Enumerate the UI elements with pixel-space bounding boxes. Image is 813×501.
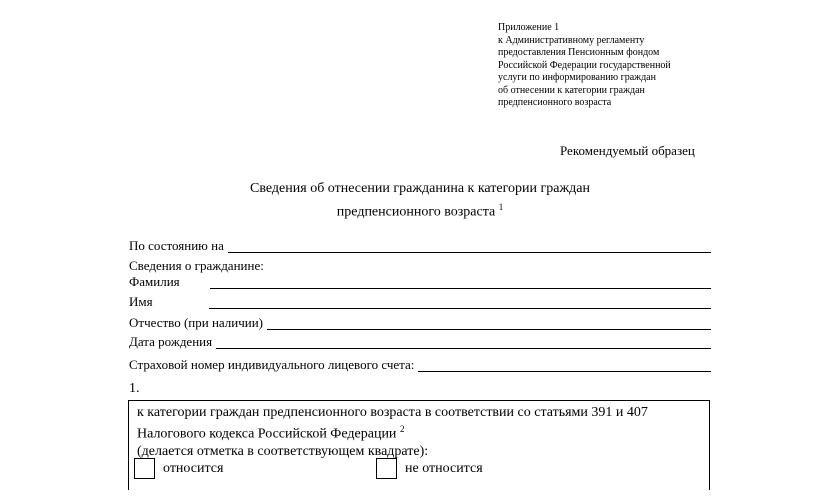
name-label: Имя [129,294,153,309]
surname-label: Фамилия [129,274,180,289]
section-text-line-2-text: Налогового кодекса Российской Федерации [137,426,397,442]
snils-row [129,357,711,372]
title-line-1: Сведения об отнесении гражданина к категории граждан [250,181,590,196]
section-text-line-2 [137,421,709,443]
surname-row [129,274,711,289]
appendix-line: услуги по информированию граждан [498,72,656,83]
name-field[interactable] [209,295,711,309]
name-row [129,294,711,309]
surname-field[interactable] [210,275,711,289]
document-title [130,180,710,222]
title-line-2 [130,198,710,222]
option-belongs [134,458,223,479]
recommended-sample-label: Рекомендуемый образец [560,143,695,158]
snils-label: Страховой номер индивидуального лицевого счета: [129,357,415,372]
appendix-line: Российской Федерации государственной [498,59,671,71]
birthdate-row [129,334,711,349]
as-of-date-label: По состоянию на [129,238,224,253]
appendix-line: Приложение 1 [498,22,560,33]
patronymic-field[interactable] [267,316,711,330]
title-line-2-text: предпенсионного возраста [336,204,496,220]
patronymic-row [129,315,711,330]
citizen-info-label: Сведения о гражданине: [129,258,264,273]
not-belongs-label: не относится [405,460,483,476]
appendix-line: об отнесении к категории граждан [498,84,645,96]
section-text-line-1: к категории граждан предпенсионного возраста в соответствии со статьями 391 и 407 [137,405,648,420]
patronymic-label: Отчество (при наличии) [129,315,264,330]
option-not-belongs [376,458,483,479]
appendix-block [498,22,728,110]
birthdate-label: Дата рождения [129,334,213,349]
not-belongs-checkbox[interactable] [376,458,397,479]
as-of-date-row [129,238,711,253]
belongs-label: относится [163,460,224,476]
appendix-line: предпенсионного возраста [498,97,612,108]
appendix-line: предоставления Пенсионным фондом [498,47,660,58]
belongs-checkbox[interactable] [134,458,155,479]
section-footnote-mark: 2 [399,424,405,434]
snils-field[interactable] [418,358,711,372]
category-options [134,458,694,482]
as-of-date-field[interactable] [228,239,711,253]
title-footnote-mark: 1 [498,202,504,212]
appendix-line: к Административному регламенту [498,34,645,46]
section-number: 1. [129,381,140,396]
birthdate-field[interactable] [216,335,711,349]
section-text-line-3: (делается отметка в соответствующем квадрате): [137,443,429,459]
